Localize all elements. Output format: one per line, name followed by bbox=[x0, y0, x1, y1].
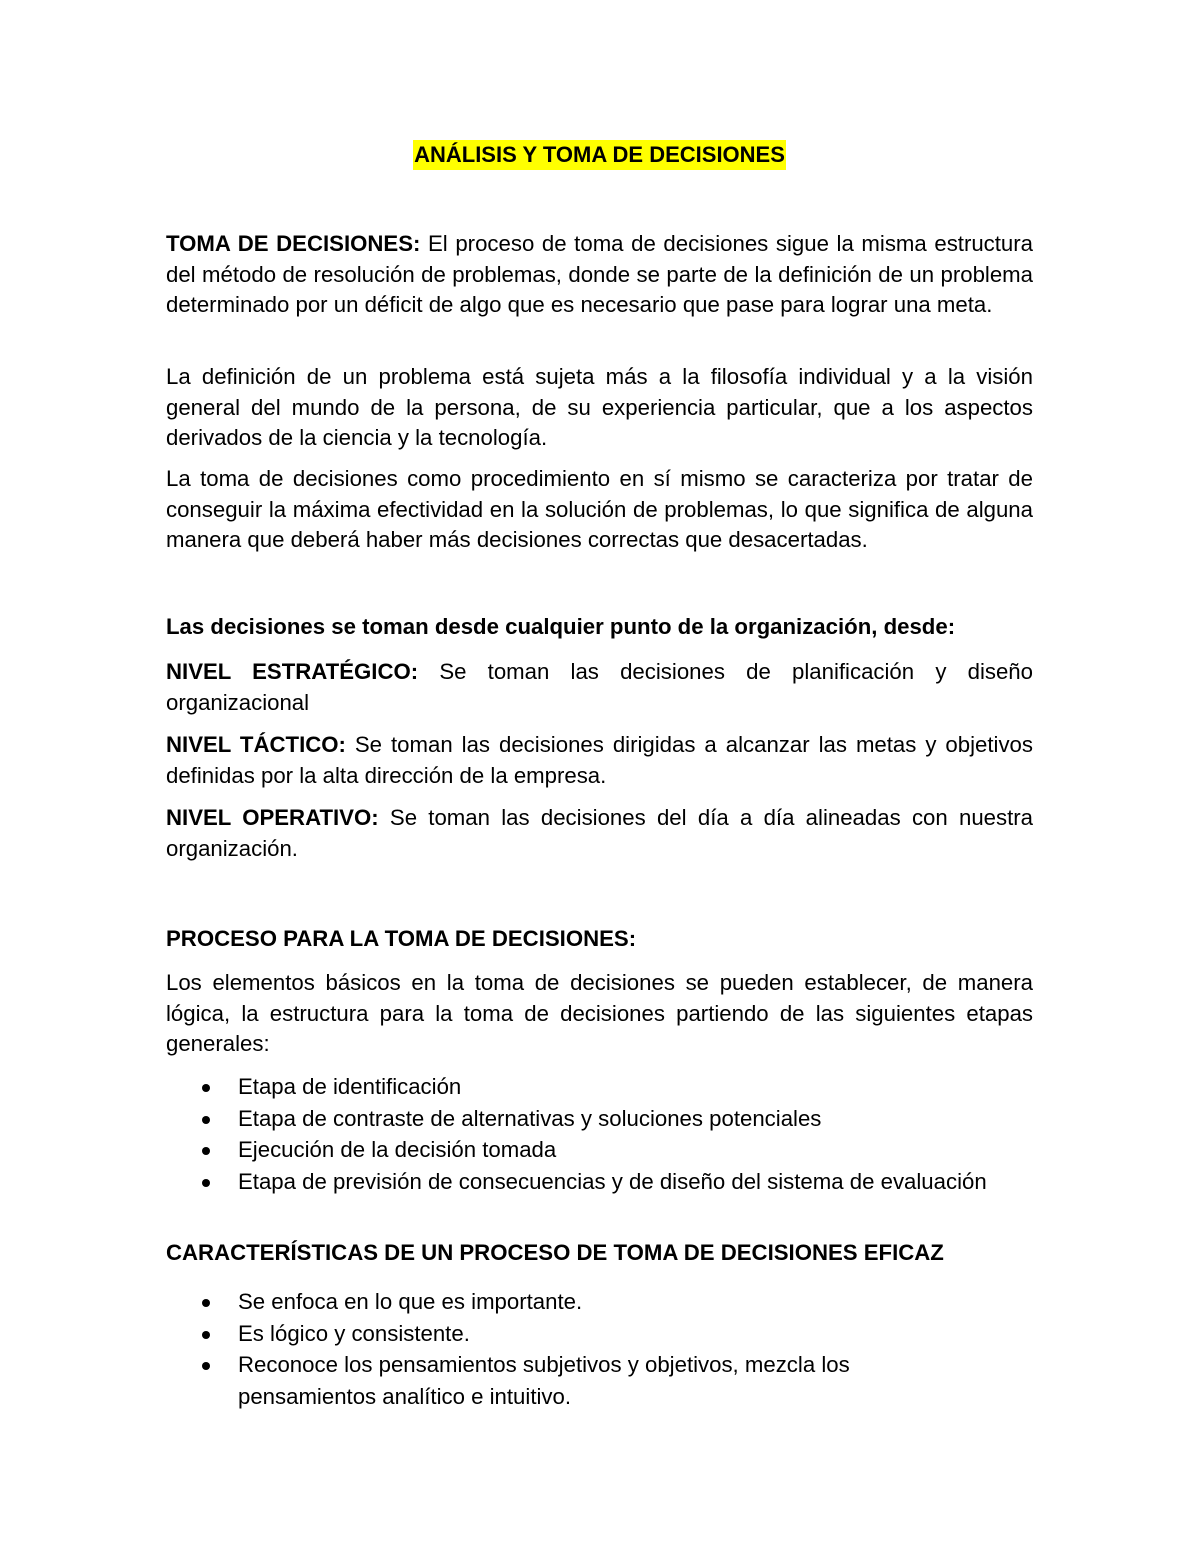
process-paragraph: Los elementos básicos en la toma de decisiones se pueden establecer, de manera lógica, la estructura para la toma de decisiones partiendo de las siguientes etapas generales: bbox=[166, 970, 1033, 1056]
bullet-icon bbox=[202, 1331, 210, 1339]
process-heading: PROCESO PARA LA TOMA DE DECISIONES: bbox=[166, 926, 637, 951]
level-strategic bbox=[166, 657, 1033, 718]
bullet-icon bbox=[202, 1147, 210, 1155]
level-term: NIVEL OPERATIVO: bbox=[166, 805, 379, 830]
intro-paragraph bbox=[166, 229, 1033, 321]
list-item: Es lógico y consistente. bbox=[166, 1318, 1033, 1350]
level-operative bbox=[166, 803, 1033, 864]
traits-list bbox=[166, 1286, 1033, 1412]
level-text: Se toman las decisiones del día a día alineadas con nuestra organización. bbox=[166, 805, 1033, 861]
list-item: Etapa de contraste de alternativas y soluciones potenciales bbox=[166, 1103, 1033, 1135]
definition-paragraph: La definición de un problema está sujeta más a la filosofía individual y a la visión general del mundo de la persona, de su experiencia particular, que a los aspectos derivados de la ciencia y la tecnología. bbox=[166, 364, 1033, 450]
traits-heading: CARACTERÍSTICAS DE UN PROCESO DE TOMA DE DECISIONES EFICAZ bbox=[166, 1240, 944, 1265]
process-steps-list bbox=[166, 1071, 1033, 1197]
level-text: Se toman las decisiones de planificación y diseño organizacional bbox=[166, 659, 1033, 715]
bullet-icon bbox=[202, 1179, 210, 1187]
list-item: Ejecución de la decisión tomada bbox=[166, 1134, 1033, 1166]
list-item: Etapa de previsión de consecuencias y de diseño del sistema de evaluación bbox=[166, 1166, 1033, 1198]
list-item: Reconoce los pensamientos subjetivos y objetivos, mezcla los pensamientos analítico e intuitivo. bbox=[166, 1349, 898, 1412]
level-term: NIVEL ESTRATÉGICO: bbox=[166, 659, 419, 684]
level-text: Se toman las decisiones dirigidas a alcanzar las metas y objetivos definidas por la alta dirección de la empresa. bbox=[166, 732, 1033, 788]
list-item: Etapa de identificación bbox=[166, 1071, 1033, 1103]
procedure-paragraph: La toma de decisiones como procedimiento en sí mismo se caracteriza por tratar de conseguir la máxima efectividad en la solución de problemas, lo que significa de alguna manera que deberá haber más decisiones correctas que desacertadas. bbox=[166, 466, 1033, 552]
document-title: ANÁLISIS Y TOMA DE DECISIONES bbox=[413, 140, 786, 170]
intro-term: TOMA DE DECISIONES: bbox=[166, 231, 421, 256]
list-item: Se enfoca en lo que es importante. bbox=[166, 1286, 1033, 1318]
levels-heading: Las decisiones se toman desde cualquier punto de la organización, desde: bbox=[166, 614, 956, 639]
title-wrapper bbox=[166, 140, 1033, 171]
level-tactical bbox=[166, 730, 1033, 791]
bullet-icon bbox=[202, 1362, 210, 1370]
bullet-icon bbox=[202, 1116, 210, 1124]
intro-text: El proceso de toma de decisiones sigue la misma estructura del método de resolución de problemas, donde se parte de la definición de un problema determinado por un déficit de algo que es necesario que pase para lograr una meta. bbox=[166, 231, 1034, 317]
level-term: NIVEL TÁCTICO: bbox=[166, 732, 346, 757]
bullet-icon bbox=[202, 1084, 210, 1092]
bullet-icon bbox=[202, 1299, 210, 1307]
